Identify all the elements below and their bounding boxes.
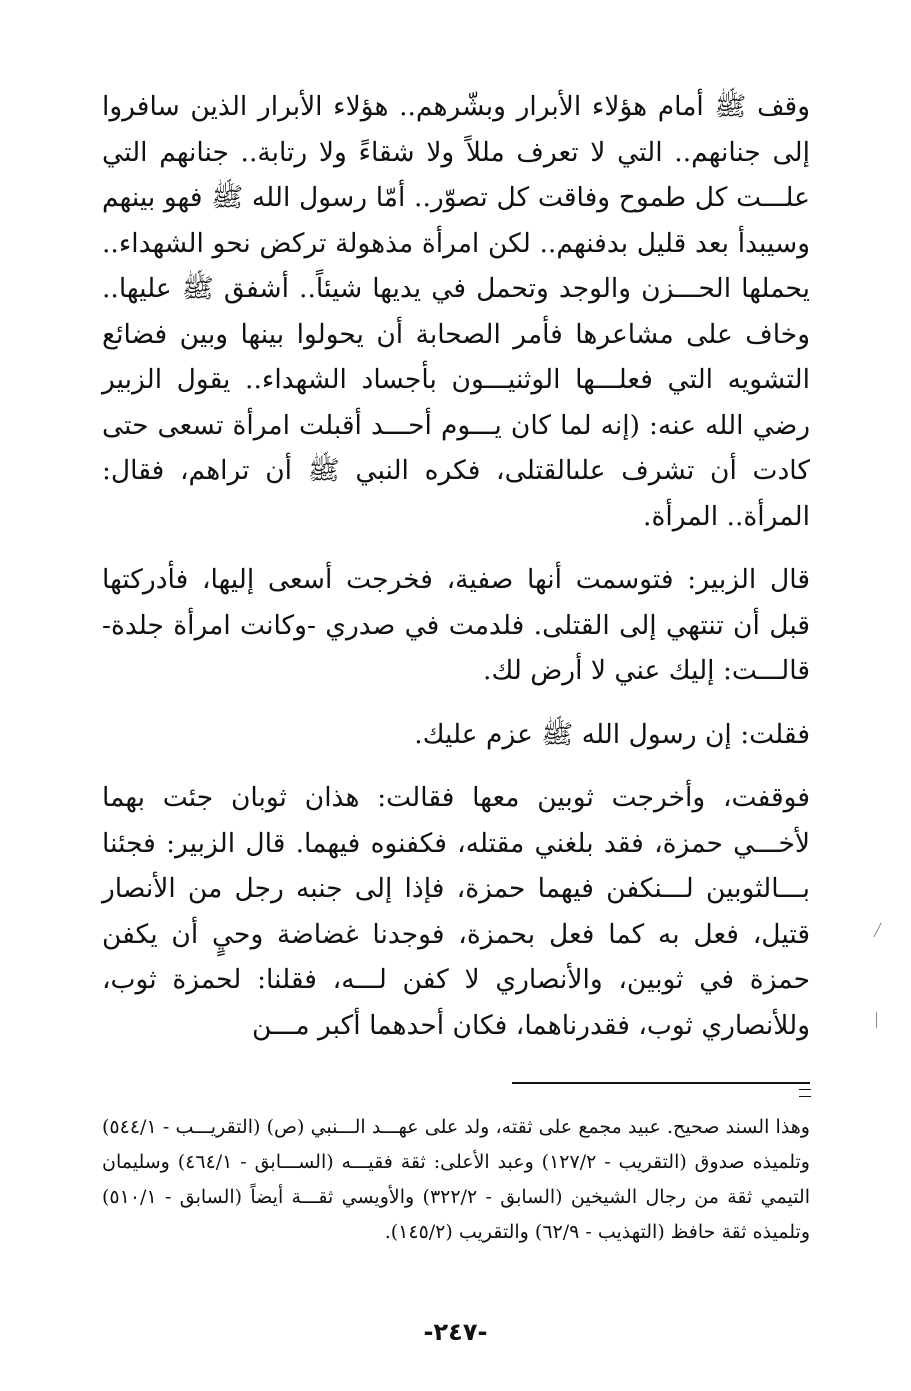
paragraph: فقلت: إن رسول الله ﷺ عزم عليك. xyxy=(414,718,810,750)
main-text xyxy=(102,84,810,1048)
paragraph: فوقفت، وأخرجت ثوبين معها فقالت: هذان ثوبان جئت بهما لأخـــي حمزة، فقد بلغني مقتله، فكفنوه فيهما. قال الزبير: فجئنا بـــالثوبين لـــنكفن فيهما حمزة، فإذا إلى جنبه رجل من الأنصار قتيل، فعل به كما فعل بحمزة، فوجدنا غضاضة وحيٍ أن يكفن حمزة في ثوبين، والأنصاري لا كفن لـــه، فقلنا: لحمزة ثوب، وللأنصاري ثوب، فقدرناهما، فكان أحدهما أكبر مـــن xyxy=(102,782,810,1041)
page-number: -٢٤٧- xyxy=(423,1318,488,1346)
footnote-marker xyxy=(799,1089,811,1097)
paragraph: وقف ﷺ أمام هؤلاء الأبرار وبشّرهم.. هؤلاء الأبرار الذين سافروا إلى جنانهم.. التي لا تعرف مللاً ولا شقاءً ولا رتابة.. جنانهم التي علـــت كل طموح وفاقت كل تصوّر.. أمّا رسول الله ﷺ فهو بينهم وسيبدأ بعد قليل بدفنهم.. لكن امرأة مذهولة تركض نحو الشهداء.. يحملها الحـــزن والوجد وتحمل في يديها شيئاً.. أشفق ﷺ عليها.. وخاف على مشاعرها فأمر الصحابة أن يحولوا بينها وبين فضائع التشويه التي فعلـــها الوثنيـــون بأجساد الشهداء.. يقول الزبير رضي الله عنه: (إنه لما كان يـــوم أحـــد أقبلت امرأة تسعى حتى كادت أن تشرف علىالقتلى، فكره النبي ﷺ أن تراهم، فقال: المرأة.. المرأة. xyxy=(102,91,810,532)
footnote-divider xyxy=(512,1082,810,1084)
paragraph: قال الزبير: فتوسمت أنها صفية، فخرجت أسعى إليها، فأدركتها قبل أن تنتهي إلى القتلى. فلدمت في صدري -وكانت امرأة جلدة- قالـــت: إليك عني لا أرض لك. xyxy=(102,564,810,686)
scan-artifact xyxy=(876,1012,877,1028)
scan-artifact xyxy=(873,923,882,938)
footnote-section xyxy=(102,1110,810,1250)
footnote-text: وهذا السند صحيح. عبيد مجمع على ثقته، ولد على عهـــد الـــنبي (ص) (التقريـــب - ٥٤٤/١) وتلميذه صدوق (التقريب - ١٢٧/٢) وعبد الأعلى: ثقة فقيـــه (الســـابق - ٤٦٤/١) وسليمان التيمي ثقة من رجال الشيخين (السابق - ٣٢٢/٢) والأويسي ثقـــة أيضاً (السابق - ٥١٠/١) وتلميذه ثقة حافظ (التهذيب - ٦٢/٩) والتقريب (١٤٥/٢). xyxy=(102,1116,810,1243)
